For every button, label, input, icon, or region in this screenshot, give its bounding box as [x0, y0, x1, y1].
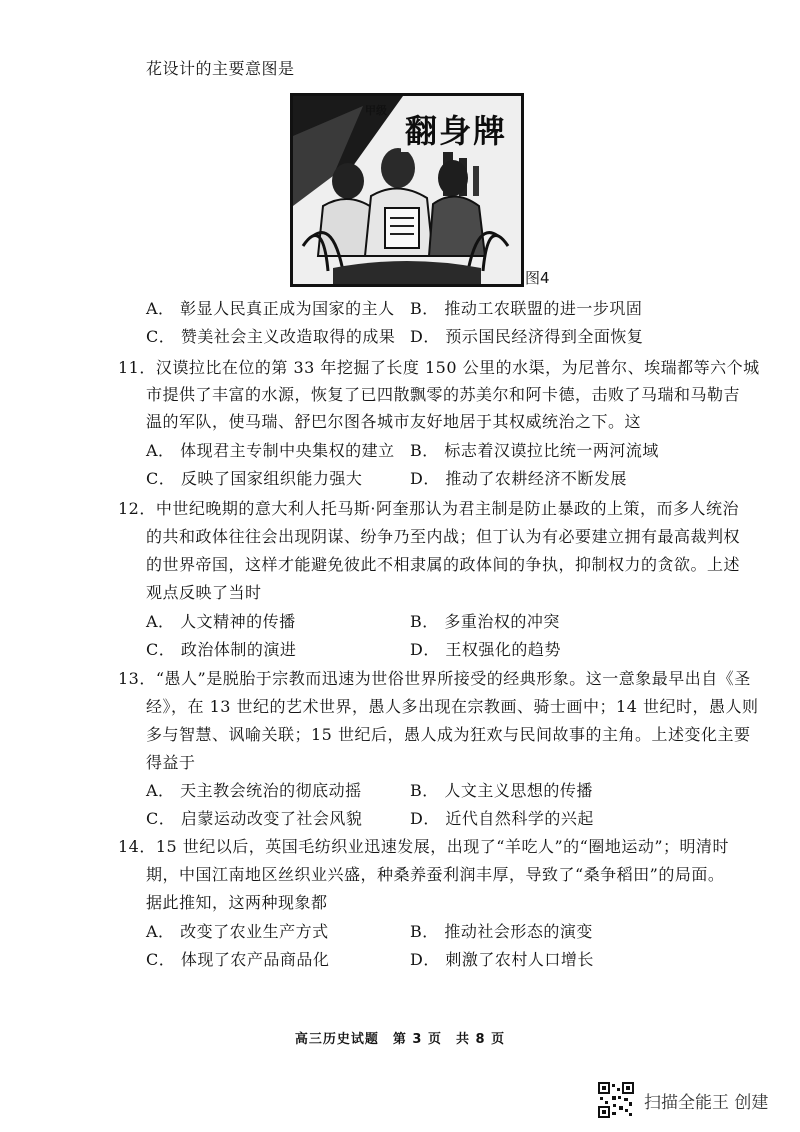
qr-code-icon: [598, 1082, 634, 1118]
q12-stem-line-3: 的世界帝国，这样才能避免彼此不相隶属的政体间的争执，抑制权力的贪欲。上述: [146, 555, 741, 574]
q14-option-a[interactable]: A． 改变了农业生产方式: [146, 922, 329, 941]
q12-option-b[interactable]: B． 多重治权的冲突: [410, 612, 560, 631]
watermark-text: 扫描全能王 创建: [644, 1092, 769, 1113]
q11-stem-line-2: 市提供了丰富的水源，恢复了已四散飘零的苏美尔和阿卡德，击败了马瑞和马勒吉: [146, 385, 741, 404]
q13-stem-line-1: 13．“愚人”是脱胎于宗教而迅速为世俗世界所接受的经典形象。这一意象最早出自《圣: [118, 669, 751, 688]
q13-option-a[interactable]: A． 天主教会统治的彻底动摇: [146, 781, 362, 800]
page-footer: 高三历史试题 第 3 页 共 8 页: [294, 1032, 506, 1047]
q14-stem-line-2: 期，中国江南地区丝织业兴盛，种桑养蚕利润丰厚，导致了“桑争稻田”的局面。: [146, 865, 725, 884]
q14-stem-line-1: 14．15 世纪以后，英国毛纺织业迅速发展，出现了“羊吃人”的“圈地运动”；明清时: [118, 837, 730, 856]
q13-stem-line-4: 得益于: [146, 753, 196, 772]
poster-subtitle: 甲级: [365, 104, 387, 117]
scanner-watermark: [598, 1082, 768, 1118]
q11-option-c[interactable]: C． 反映了国家组织能力强大: [146, 469, 363, 488]
q10-option-a[interactable]: A． 彰显人民真正成为国家的主人: [146, 299, 395, 318]
poster-figure: [290, 93, 524, 287]
q12-stem-line-1: 12．中世纪晚期的意大利人托马斯·阿奎那认为君主制是防止暴政的上策，而多人统治: [118, 499, 739, 518]
q12-option-c[interactable]: C． 政治体制的演进: [146, 640, 297, 659]
figure-label: 图4: [525, 269, 550, 287]
q10-option-b[interactable]: B． 推动工农联盟的进一步巩固: [410, 299, 643, 318]
q14-option-b[interactable]: B． 推动社会形态的演变: [410, 922, 593, 941]
q14-stem-line-3: 据此推知，这两种现象都: [146, 893, 328, 912]
q10-option-c[interactable]: C． 赞美社会主义改造取得的成果: [146, 327, 396, 346]
q12-option-d[interactable]: D． 王权强化的趋势: [410, 640, 561, 659]
q10-option-d[interactable]: D． 预示国民经济得到全面恢复: [410, 327, 644, 346]
q11-option-b[interactable]: B． 标志着汉谟拉比统一两河流域: [410, 441, 659, 460]
q11-stem-line-3: 温的军队，使马瑞、舒巴尔图各城市友好地居于其权威统治之下。这: [146, 412, 642, 431]
q13-stem-line-2: 经》，在 13 世纪的艺术世界，愚人多出现在宗教画、骑士画中；14 世纪时，愚人则: [146, 697, 759, 716]
q11-option-d[interactable]: D． 推动了农耕经济不断发展: [410, 469, 627, 488]
q11-option-a[interactable]: A． 体现君主专制中央集权的建立: [146, 441, 395, 460]
q13-option-c[interactable]: C． 启蒙运动改变了社会风貌: [146, 809, 363, 828]
q13-stem-line-3: 多与智慧、讽喻关联；15 世纪后，愚人成为狂欢与民间故事的主角。上述变化主要: [146, 725, 751, 744]
q12-stem-line-4: 观点反映了当时: [146, 583, 262, 602]
poster-title: 翻身牌: [401, 106, 511, 152]
q14-option-c[interactable]: C． 体现了农产品商品化: [146, 950, 330, 969]
question-10-stem-tail: 花设计的主要意图是: [146, 59, 295, 78]
q14-option-d[interactable]: D． 刺激了农村人口增长: [410, 950, 594, 969]
q13-option-b[interactable]: B． 人文主义思想的传播: [410, 781, 593, 800]
q12-option-a[interactable]: A． 人文精神的传播: [146, 612, 296, 631]
q13-option-d[interactable]: D． 近代自然科学的兴起: [410, 809, 594, 828]
q12-stem-line-2: 的共和政体往往会出现阴谋、纷争乃至内战；但丁认为有必要建立拥有最高裁判权: [146, 527, 741, 546]
q11-stem-line-1: 11．汉谟拉比在位的第 33 年挖掘了长度 150 公里的水渠，为尼普尔、埃瑞都等六个城: [118, 358, 760, 377]
